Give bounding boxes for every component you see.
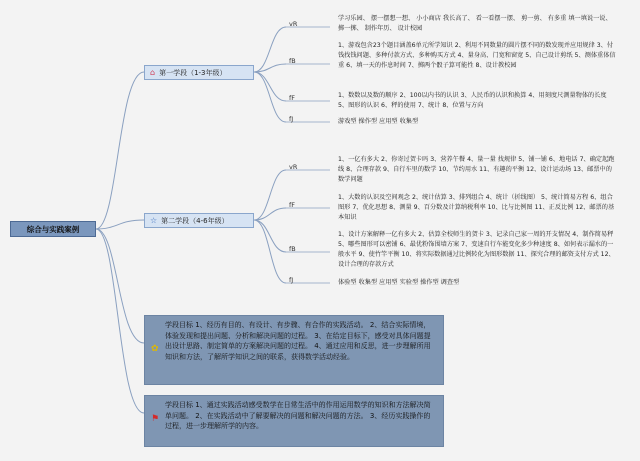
stage-2-label: 第二学段（4-6年级） xyxy=(161,216,229,225)
connector-root-stage1 xyxy=(96,72,144,229)
goal-box-1[interactable] xyxy=(144,315,444,385)
connector-s2-vR xyxy=(254,170,286,220)
puzzle-icon: ✿ xyxy=(151,344,159,354)
stage-1-branch-fB-text: 1、游戏包含23个题目涵盖6单元所学知识 2、利用不同数量的圆片摆不同的数发现并应用规律 3、付钱找钱问题、多种付款方式、多种购买方式 4、量身高、门宽和窗宽 5、自己设计剪纸 5、测体重体信重 6、填一天的作息时间 7、掷两个骰子算可能性 8、设计教校园 xyxy=(338,42,616,69)
stage-1-label: 第一学段（1-3年级） xyxy=(159,68,227,77)
stage-1-branch-fJ-text: 游戏型 操作型 应用型 收集型 xyxy=(338,118,419,125)
connector-s2-fB xyxy=(254,220,286,252)
stage-2-tag-vR: vR xyxy=(289,163,298,171)
goal-2-text: 学段目标 1、通过实践活动感受数学在日常生活中的作用运用数学的知识和方法解决简单问题。 2、在实践活动中了解要解决的问题和解决问题的方法。 3、经历实践操作的过程，进一步理解所学的内容。 xyxy=(165,401,431,430)
root-topic-label: 综合与实践案例 xyxy=(26,224,80,234)
star-icon: ☆ xyxy=(150,215,158,225)
flag-icon: ⚑ xyxy=(151,414,160,424)
connector-root-goal1 xyxy=(96,229,144,343)
stage-1-tag-fB: fB xyxy=(289,57,296,65)
connector-s1-fJ xyxy=(254,72,286,122)
stage-2-branch-fF-text: 1、大数的认识及空间观念 2、统计估算 3、排列组合 4、统计（折线图） 5、统计简易方程 6、组合图形 7、优化思想 8、测量 9、百分数及计算纳税利率 10、比与比例图 11、正反比例 12、邮票的基本知识 xyxy=(338,194,615,221)
stage-1-tag-vR: vR xyxy=(289,20,298,28)
stage-1-topic[interactable] xyxy=(144,65,254,80)
stage-2-tag-fB: fB xyxy=(289,245,296,253)
home-icon: ⌂ xyxy=(150,67,156,77)
goal-box-2[interactable] xyxy=(144,395,444,447)
stage-2-branch-vR-text: 1、一亿有多大 2、你寄过贺卡吗 3、营养午餐 4、量一量 找规律 5、铺一铺 6、地电话 7、确定起跑线 8、合理存款 9、自行车里的数学 10、节约用水 11、有趣的平衡 12、设计运动场 13、邮票中的数学问题 xyxy=(338,156,615,183)
goal-1-text: 学段目标 1、经历有目的、有设计、有步骤、有合作的实践活动。 2、结合实际情境，体验发现和提出问题、分析和解决问题的过程。 3、在给定目标下，感受对具体问题提出设计思路、制定简单的方案解决问题的过程。 4、通过应用和反思，进一步理解所用知识和方法，了解所学知识之间的联系，获得数学活动经验。 xyxy=(165,321,431,361)
stage-2-topic[interactable] xyxy=(144,213,254,228)
connector-s1-vR xyxy=(254,27,286,72)
stage-1-branch-vR-text: 学习乐园、 摆一摆想一想、 小小商店 我长高了、 看一看摆一摆、 剪一剪、 有多重 填一填说一说、 掷一掷、 制作年历、 设计校园 xyxy=(338,15,612,32)
stage-1-branch-fF-text: 1、数数以及数的顺序 2、100以内书的认识 3、人民币的认识和换算 4、用刻度尺测量物体的长度 5、图形的认识 6、秤的使用 7、统计 8、位置与方向 xyxy=(338,92,607,109)
stage-2-branch-fB-text: 1、设计方案解释一亿有多大 2、估算全校师生的贺卡 3、记录自己家一周的开支情况 4、制作简易秤 5、哪些图形可以密铺 6、最优粉饰围墙方案 7、变速自行车能变化多少种速度 8、如何表示漏水的一般水平 9、使竹竿平衡 10、将实际数据通过比例转化为图形数据 11、探究合理的邮资支付方式 12、设计合理的存款方式 xyxy=(338,231,615,268)
root-topic[interactable] xyxy=(10,221,96,237)
stage-2-tag-fF: fF xyxy=(289,201,296,209)
stage-1-tag-fJ: fJ xyxy=(289,115,294,123)
connector-s2-fJ xyxy=(254,220,286,283)
stage-1-tag-fF: fF xyxy=(289,94,296,102)
stage-2-branch-fJ-text: 体验型 收集型 应用型 实验型 操作型 调查型 xyxy=(338,279,460,286)
stage-2-tag-fJ: fJ xyxy=(289,276,294,284)
connector-root-goal2 xyxy=(96,229,144,413)
